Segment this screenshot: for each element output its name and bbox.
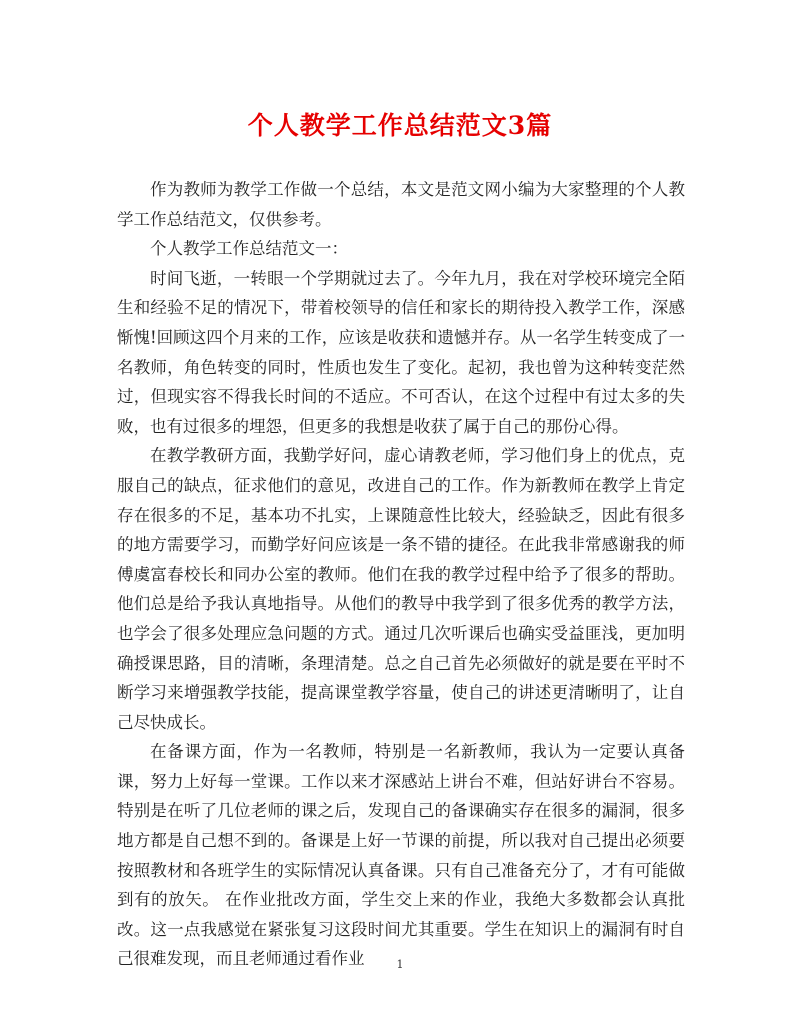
body-paragraph: 时间飞逝，一转眼一个学期就过去了。今年九月，我在对学校环境完全陌生和经验不足的情况下，带着校领导的信任和家长的期待投入教学工作，深感惭愧!回顾这四个月来的工作，应该是收获和遗憾并存。从一名学生转变成了一名教师，角色转变的同时，性质也发生了变化。起初，我也曾为这种转变茫然过，但现实容不得我长时间的不适应。不可否认，在这个过程中有过太多的失败，也有过很多的埋怨，但更多的我想是收获了属于自己的那份心得。 (117, 268, 685, 436)
page-number: 1 (396, 958, 404, 971)
section-heading: 个人教学工作总结范文一： (150, 239, 348, 259)
document-body (117, 175, 685, 974)
intro-paragraph: 作为教师为教学工作做一个总结，本文是范文网小编为大家整理的个人教学工作总结范文，仅供参考。 (117, 180, 685, 229)
document-title: 个人教学工作总结范文3篇 (247, 111, 553, 140)
body-paragraph: 在教学教研方面，我勤学好问，虚心请教老师，学习他们身上的优点，克服自己的缺点，征求他们的意见，改进自己的工作。作为新教师在教学上肯定存在很多的不足，基本功不扎实，上课随意性比较大，经验缺乏，因此有很多的地方需要学习，而勤学好问应该是一条不错的捷径。在此我非常感谢我的师傅虞富春校长和同办公室的教师。他们在我的教学过程中给予了很多的帮助。他们总是给予我认真地指导。从他们的教导中我学到了很多优秀的教学方法，也学会了很多处理应急问题的方式。通过几次听课后也确实受益匪浅，更加明确授课思路，目的清晰，条理清楚。总之自己首先必须做好的就是要在平时不断学习来增强教学技能，提高课堂教学容量，使自己的讲述更清晰明了，让自己尽快成长。 (117, 446, 685, 732)
body-paragraph: 在备课方面，作为一名教师，特别是一名新教师，我认为一定要认真备课，努力上好每一堂课。工作以来才深感站上讲台不难，但站好讲台不容易。特别是在听了几位老师的课之后，发现自己的备课确实存在很多的漏洞，很多地方都是自己想不到的。备课是上好一节课的前提，所以我对自己提出必须要按照教材和各班学生的实际情况认真备课。只有自己准备充分了，才有可能做到有的放矢。 在作业批改方面，学生交上来的作业，我绝大多数都会认真批改。这一点我感觉在紧张复习这段时间尤其重要。学生在知识上的漏洞有时自己很难发现，而且老师通过看作业 (117, 742, 685, 969)
